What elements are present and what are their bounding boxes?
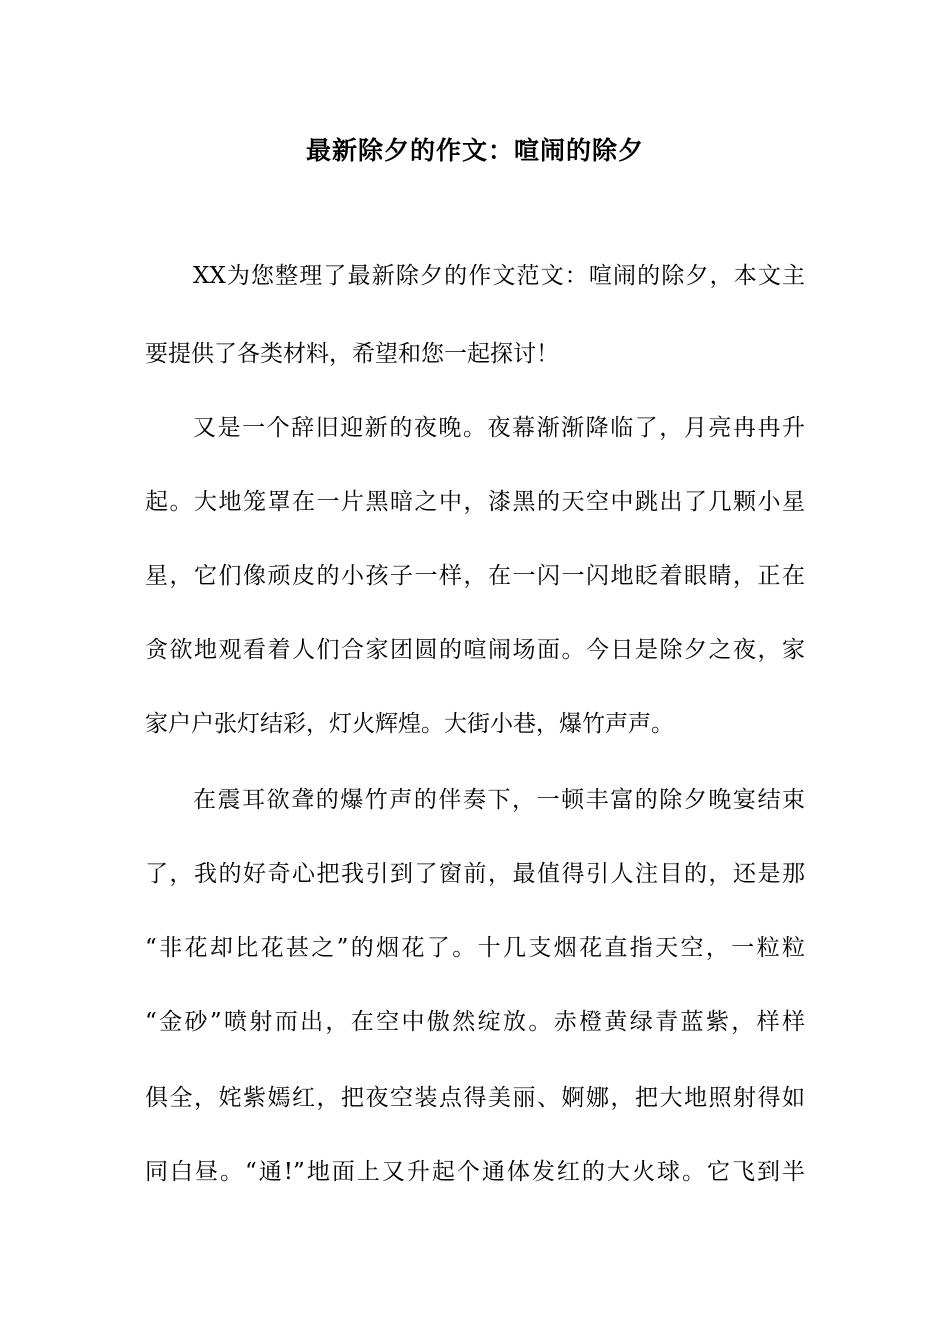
paragraph-2-line-1: 又是一个辞旧迎新的夜晚。夜幕渐渐降临了，月亮冉冉升 [193, 415, 805, 441]
paragraph-3-line-1: 在震耳欲聋的爆竹声的伴奏下，一顿丰富的除夕晚宴结束 [193, 787, 805, 813]
paragraph-2-line-2: 起。大地笼罩在一片黑暗之中，漆黑的天空中跳出了几颗小星 [145, 489, 805, 515]
paragraph-3-line-3: “非花却比花甚之”的烟花了。十几支烟花直指天空，一粒粒 [145, 935, 805, 961]
paragraph-2-line-3: 星，它们像顽皮的小孩子一样，在一闪一闪地眨着眼睛，正在 [145, 563, 805, 589]
paragraph-1-line-2: 要提供了各类材料，希望和您一起探讨！ [145, 341, 559, 367]
paragraph-1-line-1: XX为您整理了最新除夕的作文范文：喧闹的除夕，本文主 [193, 263, 805, 289]
paragraph-3-line-2: 了，我的好奇心把我引到了窗前，最值得引人注目的，还是那 [145, 861, 805, 887]
paragraph-3-line-6: 同白昼。“通!”地面上又升起个通体发红的大火球。它飞到半 [145, 1159, 805, 1185]
paragraph-3-line-4: “金砂”喷射而出，在空中傲然绽放。赤橙黄绿青蓝紫，样样 [145, 1009, 805, 1035]
document-title: 最新除夕的作文：喧闹的除夕 [305, 136, 644, 165]
paragraph-2-line-5: 家户户张灯结彩，灯火辉煌。大街小巷，爆竹声声。 [145, 711, 674, 737]
paragraph-3-line-5: 俱全，姹紫嫣红，把夜空装点得美丽、婀娜，把大地照射得如 [145, 1085, 805, 1111]
paragraph-2-line-4: 贪欲地观看着人们合家团圆的喧闹场面。今日是除夕之夜，家 [145, 637, 805, 663]
